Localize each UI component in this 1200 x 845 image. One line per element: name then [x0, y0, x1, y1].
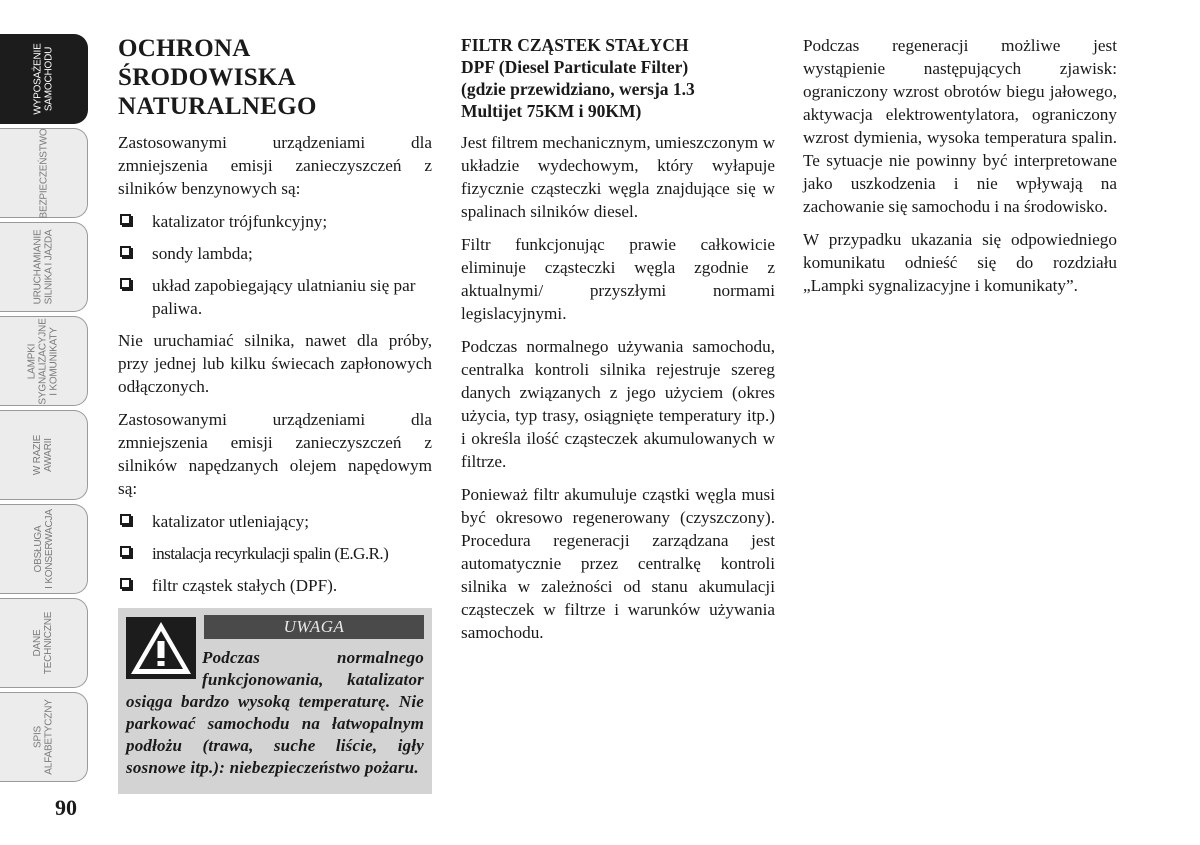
- list-item: sondy lambda;: [118, 242, 432, 265]
- warning-triangle-icon: [126, 617, 196, 679]
- list-item: instalacja recyrkulacji spalin (E.G.R.): [118, 542, 432, 565]
- tab-bezpieczenstwo[interactable]: [0, 128, 88, 218]
- paragraph: Filtr funkcjonując prawie całkowicie eliminuje cząsteczki węgla zgodnie z aktualnymi/ przyszłymi normami legislacyjnymi.: [461, 235, 775, 323]
- page-number: 90: [55, 795, 77, 820]
- paragraph: Zastosowanymi urządzeniami dla zmniejszenia emisji zanieczyszczeń z silników benzynowych są:: [118, 133, 432, 198]
- paragraph: Podczas regeneracji możliwe jest wystąpienie następujących zjawisk: ograniczony wzrost obrotów biegu jałowego, aktywacja elektrowentylatora, ograniczony wzrost dymienia, wysoka temperatura spalin. Te sytuacje nie powinny być interpretowane jako uszkodzenia i nie wpływają na zachowanie się samochodu i na środowisko.: [803, 36, 1117, 216]
- paragraph: W przypadku ukazania się odpowiedniego komunikatu odnieść się do rozdziału „Lampki sygnalizacyjne i komunikaty”.: [803, 230, 1117, 295]
- warning-header: UWAGA: [204, 615, 424, 639]
- list-item: katalizator utleniający;: [118, 510, 432, 533]
- tab-label: WYPOSAŻENIE SAMOCHODU: [32, 43, 55, 115]
- checkbox-bullet-icon: [120, 246, 131, 257]
- tab-label: DANE TECHNICZNE: [32, 611, 55, 675]
- warning-text: Podczas normalnego funkcjonowania, katalizator osiąga bardzo wysoką temperaturę. Nie parkować samochodu na łatwopalnym podłożu (trawa, suche liście, igły sosnowe itp.): niebezpieczeństwo pożaru.: [126, 648, 424, 777]
- tab-label: W RAZIE AWARII: [32, 434, 55, 476]
- tab-spis-alfabetyczny[interactable]: [0, 692, 88, 782]
- tab-label: URUCHAMIANIE SILNIKA I JAZDA: [32, 229, 55, 305]
- column-right: [803, 34, 1117, 307]
- tab-label: OBSŁUGA I KONSERWACJA: [32, 509, 55, 589]
- paragraph: Zastosowanymi urządzeniami dla zmniejszenia emisji zanieczyszczeń z silników napędzanych olejem napędowym są:: [118, 410, 432, 498]
- paragraph: Nie uruchamiać silnika, nawet dla próby, przy jednej lub kilku świecach zapłonowych odłączonych.: [118, 331, 432, 396]
- tab-label: SPIS ALFABETYCZNY: [32, 699, 55, 775]
- checkbox-bullet-icon: [120, 514, 131, 525]
- tab-label: BEZPIECZEŃSTWO: [38, 128, 50, 218]
- tab-w-razie-awarii[interactable]: [0, 410, 88, 500]
- checkbox-bullet-icon: [120, 278, 131, 289]
- list-item: filtr cząstek stałych (DPF).: [118, 574, 432, 597]
- checkbox-bullet-icon: [120, 578, 131, 589]
- tab-obsluga-konserwacja[interactable]: [0, 504, 88, 594]
- paragraph: Podczas normalnego używania samochodu, centralka kontroli silnika rejestruje szereg danych związanych z jego użyciem (okres użycia, typ trasy, osiągnięte temperatury itp.) i określa ilość cząsteczek akumulowanych w filtrze.: [461, 337, 775, 471]
- tab-label: LAMPKI SYGNALIZACYJNE I KOMUNIKATY: [27, 317, 60, 405]
- checkbox-bullet-icon: [120, 214, 131, 225]
- list-item: układ zapobiegający ulatnianiu się par paliwa.: [118, 274, 432, 320]
- warning-box: [118, 608, 432, 794]
- paragraph: Ponieważ filtr akumuluje cząstki węgla musi być okresowo regenerowany (czyszczony). Procedura regeneracji zarządzana jest automatycznie przez centralkę kontroli silnika w zależności od stanu akumulacji cząsteczek w filtrze i warunków używania samochodu.: [461, 485, 775, 642]
- tab-dane-techniczne[interactable]: [0, 598, 88, 688]
- column-middle: [461, 34, 775, 654]
- paragraph: Jest filtrem mechanicznym, umieszczonym w układzie wydechowym, który wyłapuje fizycznie cząsteczki węgla znajdujące się w spalinach silników diesel.: [461, 133, 775, 221]
- bullet-list-diesel: [118, 510, 432, 597]
- bullet-list-petrol: [118, 210, 432, 320]
- checkbox-bullet-icon: [120, 546, 131, 557]
- subsection-title: FILTR CZĄSTEK STAŁYCH DPF (Diesel Particulate Filter) (gdzie przewidziano, wersja 1.3 Multijet 75KM i 90KM): [461, 35, 695, 121]
- tab-wyposazenie-samochodu[interactable]: [0, 34, 88, 124]
- section-title: OCHRONA ŚRODOWISKA NATURALNEGO: [118, 35, 317, 120]
- tab-lampki-sygnalizacyjne[interactable]: [0, 316, 88, 406]
- column-left: [118, 34, 432, 606]
- list-item: katalizator trójfunkcyjny;: [118, 210, 432, 233]
- tab-uruchamianie-silnika[interactable]: [0, 222, 88, 312]
